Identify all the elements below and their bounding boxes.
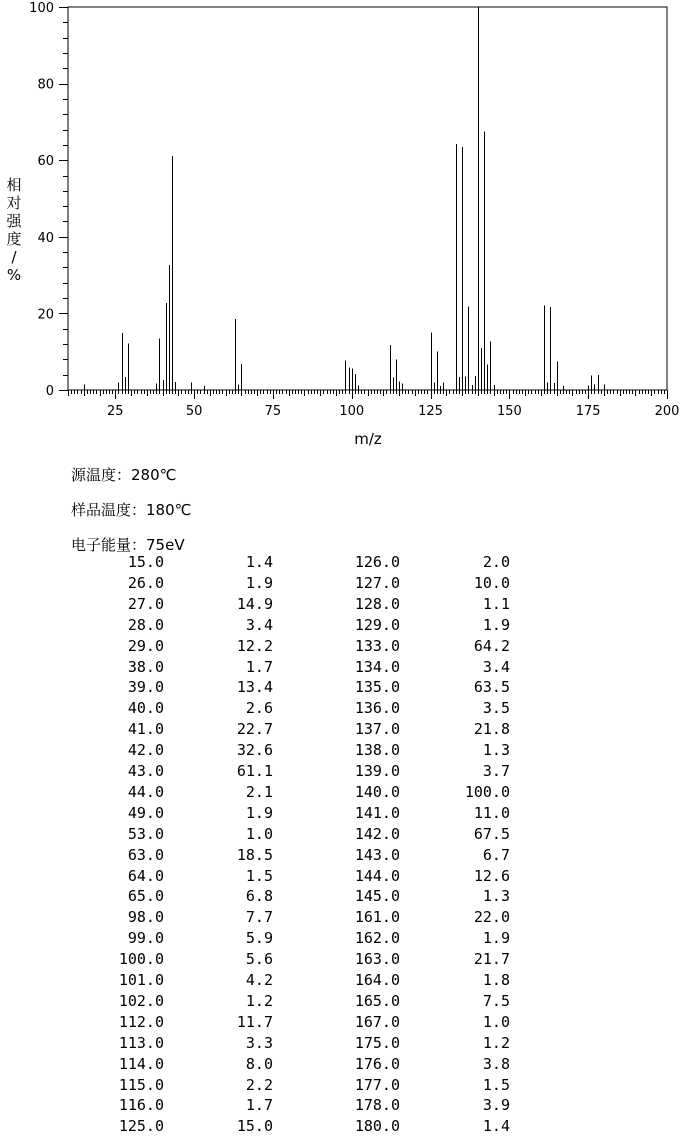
mz-cell: 49.0 bbox=[127, 803, 164, 822]
mz-cell: 43.0 bbox=[127, 762, 164, 780]
electron-energy: 电子能量：75eV bbox=[71, 536, 185, 554]
intensity-cell: 11.0 bbox=[473, 803, 510, 822]
mz-cell: 134.0 bbox=[354, 657, 400, 676]
source-temperature: 源温度：280℃ bbox=[71, 466, 177, 484]
mz-cell: 38.0 bbox=[127, 657, 164, 676]
mz-cell: 42.0 bbox=[127, 741, 164, 760]
y-axis-title-char: 相 bbox=[6, 176, 22, 194]
intensity-cell: 3.5 bbox=[482, 699, 510, 718]
mz-cell: 99.0 bbox=[127, 929, 164, 948]
mass-spectrum-chart bbox=[0, 0, 680, 460]
spectrum-bars bbox=[85, 7, 605, 390]
intensity-cell: 8.0 bbox=[245, 1054, 273, 1073]
mz-cell: 180.0 bbox=[354, 1117, 400, 1136]
intensity-cell: 1.3 bbox=[482, 741, 510, 760]
mz-cell: 128.0 bbox=[354, 594, 400, 613]
mz-cell: 139.0 bbox=[354, 762, 400, 780]
intensity-cell: 22.0 bbox=[473, 908, 510, 927]
y-tick-label: 100 bbox=[29, 1, 54, 16]
intensity-cell: 1.2 bbox=[245, 991, 273, 1010]
plot-border bbox=[68, 7, 667, 390]
mz-cell: 53.0 bbox=[127, 824, 164, 843]
intensity-cell: 1.0 bbox=[245, 824, 273, 843]
x-tick-label: 175 bbox=[575, 404, 601, 419]
mz-cell: 177.0 bbox=[354, 1075, 400, 1094]
y-axis-title-char: 对 bbox=[6, 194, 22, 212]
intensity-cell: 6.7 bbox=[482, 845, 510, 864]
intensity-cell: 14.9 bbox=[236, 594, 273, 613]
x-axis-title: m/z bbox=[354, 430, 382, 448]
mz-cell: 101.0 bbox=[118, 971, 164, 989]
mz-cell: 64.0 bbox=[127, 866, 164, 885]
y-tick-label: 40 bbox=[37, 230, 54, 246]
mz-cell: 176.0 bbox=[354, 1054, 400, 1073]
intensity-cell: 3.9 bbox=[482, 1096, 510, 1115]
mz-cell: 144.0 bbox=[354, 866, 400, 885]
intensity-cell: 63.5 bbox=[473, 678, 510, 697]
mz-cell: 112.0 bbox=[118, 1012, 164, 1031]
mz-cell: 44.0 bbox=[127, 782, 164, 801]
mz-cell: 41.0 bbox=[127, 720, 164, 739]
intensity-cell: 1.9 bbox=[482, 929, 510, 948]
mz-cell: 113.0 bbox=[118, 1033, 164, 1052]
intensity-cell: 2.0 bbox=[482, 553, 510, 571]
mz-cell: 114.0 bbox=[118, 1054, 164, 1073]
mz-cell: 161.0 bbox=[354, 908, 400, 927]
intensity-cell: 1.9 bbox=[245, 803, 273, 822]
intensity-cell: 100.0 bbox=[464, 782, 510, 801]
mz-cell: 39.0 bbox=[127, 678, 164, 697]
intensity-cell: 12.6 bbox=[473, 866, 510, 885]
mz-cell: 165.0 bbox=[354, 991, 400, 1010]
intensity-cell: 3.4 bbox=[245, 615, 273, 634]
intensity-cell: 2.2 bbox=[245, 1075, 273, 1094]
mz-cell: 143.0 bbox=[354, 845, 400, 864]
mz-cell: 29.0 bbox=[127, 636, 164, 655]
mz-cell: 100.0 bbox=[118, 950, 164, 969]
mz-cell: 136.0 bbox=[354, 699, 400, 718]
mz-cell: 162.0 bbox=[354, 929, 400, 948]
mz-cell: 178.0 bbox=[354, 1096, 400, 1115]
plot-frame bbox=[68, 7, 667, 390]
intensity-cell: 3.8 bbox=[482, 1054, 510, 1073]
y-axis-title-char: 度 bbox=[6, 230, 22, 248]
mz-cell: 164.0 bbox=[354, 971, 400, 989]
intensity-cell: 61.1 bbox=[236, 762, 273, 780]
intensity-cell: 1.4 bbox=[245, 553, 273, 571]
intensity-cell: 22.7 bbox=[236, 720, 273, 739]
mz-cell: 98.0 bbox=[127, 908, 164, 927]
mz-cell: 145.0 bbox=[354, 887, 400, 906]
x-axis-ticks bbox=[69, 390, 680, 419]
intensity-cell: 3.3 bbox=[245, 1033, 273, 1052]
intensity-cell: 5.6 bbox=[245, 950, 273, 969]
mz-cell: 127.0 bbox=[354, 573, 400, 592]
intensity-cell: 21.8 bbox=[473, 720, 510, 739]
x-tick-label: 75 bbox=[264, 404, 282, 419]
intensity-cell: 5.9 bbox=[245, 929, 273, 948]
mz-cell: 26.0 bbox=[127, 573, 164, 592]
intensity-cell: 7.7 bbox=[245, 908, 273, 927]
intensity-cell: 1.8 bbox=[482, 971, 510, 989]
y-axis-ticks bbox=[29, 1, 68, 399]
mz-cell: 27.0 bbox=[127, 594, 164, 613]
mz-cell: 28.0 bbox=[127, 615, 164, 634]
mz-cell: 15.0 bbox=[127, 553, 164, 571]
mz-cell: 126.0 bbox=[354, 553, 400, 571]
y-axis-title-char: 强 bbox=[6, 212, 22, 230]
mz-cell: 115.0 bbox=[118, 1075, 164, 1094]
y-axis-title bbox=[4, 176, 24, 284]
intensity-cell: 3.4 bbox=[482, 657, 510, 676]
intensity-cell: 10.0 bbox=[473, 573, 510, 592]
intensity-cell: 2.6 bbox=[245, 699, 273, 718]
x-tick-label: 50 bbox=[185, 404, 203, 419]
intensity-cell: 1.4 bbox=[482, 1117, 510, 1136]
sample-temperature: 样品温度：180℃ bbox=[71, 501, 192, 519]
y-axis-title-char: % bbox=[6, 266, 22, 284]
intensity-cell: 1.9 bbox=[245, 573, 273, 592]
intensity-cell: 32.6 bbox=[236, 741, 273, 760]
intensity-cell: 7.5 bbox=[482, 991, 510, 1010]
mz-cell: 65.0 bbox=[127, 887, 164, 906]
x-tick-label: 150 bbox=[496, 404, 522, 419]
intensity-cell: 13.4 bbox=[236, 678, 273, 697]
intensity-cell: 4.2 bbox=[245, 971, 273, 989]
intensity-cell: 1.9 bbox=[482, 615, 510, 634]
mz-cell: 175.0 bbox=[354, 1033, 400, 1052]
intensity-cell: 18.5 bbox=[236, 845, 273, 864]
mz-cell: 141.0 bbox=[354, 803, 400, 822]
intensity-cell: 15.0 bbox=[236, 1117, 273, 1136]
mz-cell: 137.0 bbox=[354, 720, 400, 739]
y-tick-label: 20 bbox=[37, 307, 54, 323]
intensity-cell: 1.0 bbox=[482, 1012, 510, 1031]
mz-cell: 133.0 bbox=[354, 636, 400, 655]
intensity-cell: 1.7 bbox=[245, 657, 273, 676]
x-tick-label: 100 bbox=[339, 404, 365, 419]
mz-cell: 63.0 bbox=[127, 845, 164, 864]
intensity-cell: 3.7 bbox=[482, 762, 510, 780]
intensity-cell: 1.3 bbox=[482, 887, 510, 906]
mz-cell: 102.0 bbox=[118, 991, 164, 1010]
y-tick-label: 80 bbox=[37, 77, 54, 93]
intensity-cell: 2.1 bbox=[245, 782, 273, 801]
x-tick-label: 25 bbox=[107, 404, 124, 419]
mz-cell: 140.0 bbox=[354, 782, 400, 801]
intensity-cell: 1.7 bbox=[245, 1096, 273, 1115]
x-tick-label: 200 bbox=[654, 404, 680, 419]
intensity-cell: 21.7 bbox=[473, 950, 510, 969]
intensity-cell: 6.8 bbox=[245, 887, 273, 906]
mz-cell: 167.0 bbox=[354, 1012, 400, 1031]
mz-cell: 142.0 bbox=[354, 824, 400, 843]
intensity-cell: 1.5 bbox=[482, 1075, 510, 1094]
intensity-cell: 1.5 bbox=[245, 866, 273, 885]
intensity-cell: 64.2 bbox=[473, 636, 510, 655]
intensity-cell: 1.1 bbox=[482, 594, 510, 613]
intensity-cell: 12.2 bbox=[236, 636, 273, 655]
mz-cell: 163.0 bbox=[354, 950, 400, 969]
mz-cell: 116.0 bbox=[118, 1096, 164, 1115]
y-tick-label: 0 bbox=[45, 384, 54, 399]
mz-cell: 125.0 bbox=[118, 1117, 164, 1136]
y-axis-title-char: / bbox=[11, 248, 17, 266]
mz-cell: 40.0 bbox=[127, 699, 164, 718]
mz-cell: 138.0 bbox=[354, 741, 400, 760]
mz-cell: 135.0 bbox=[354, 678, 400, 697]
y-tick-label: 60 bbox=[37, 154, 54, 170]
intensity-cell: 11.7 bbox=[236, 1012, 273, 1031]
mz-cell: 129.0 bbox=[354, 615, 400, 634]
intensity-cell: 67.5 bbox=[473, 824, 510, 843]
intensity-cell: 1.2 bbox=[482, 1033, 510, 1052]
x-tick-label: 125 bbox=[418, 404, 443, 419]
